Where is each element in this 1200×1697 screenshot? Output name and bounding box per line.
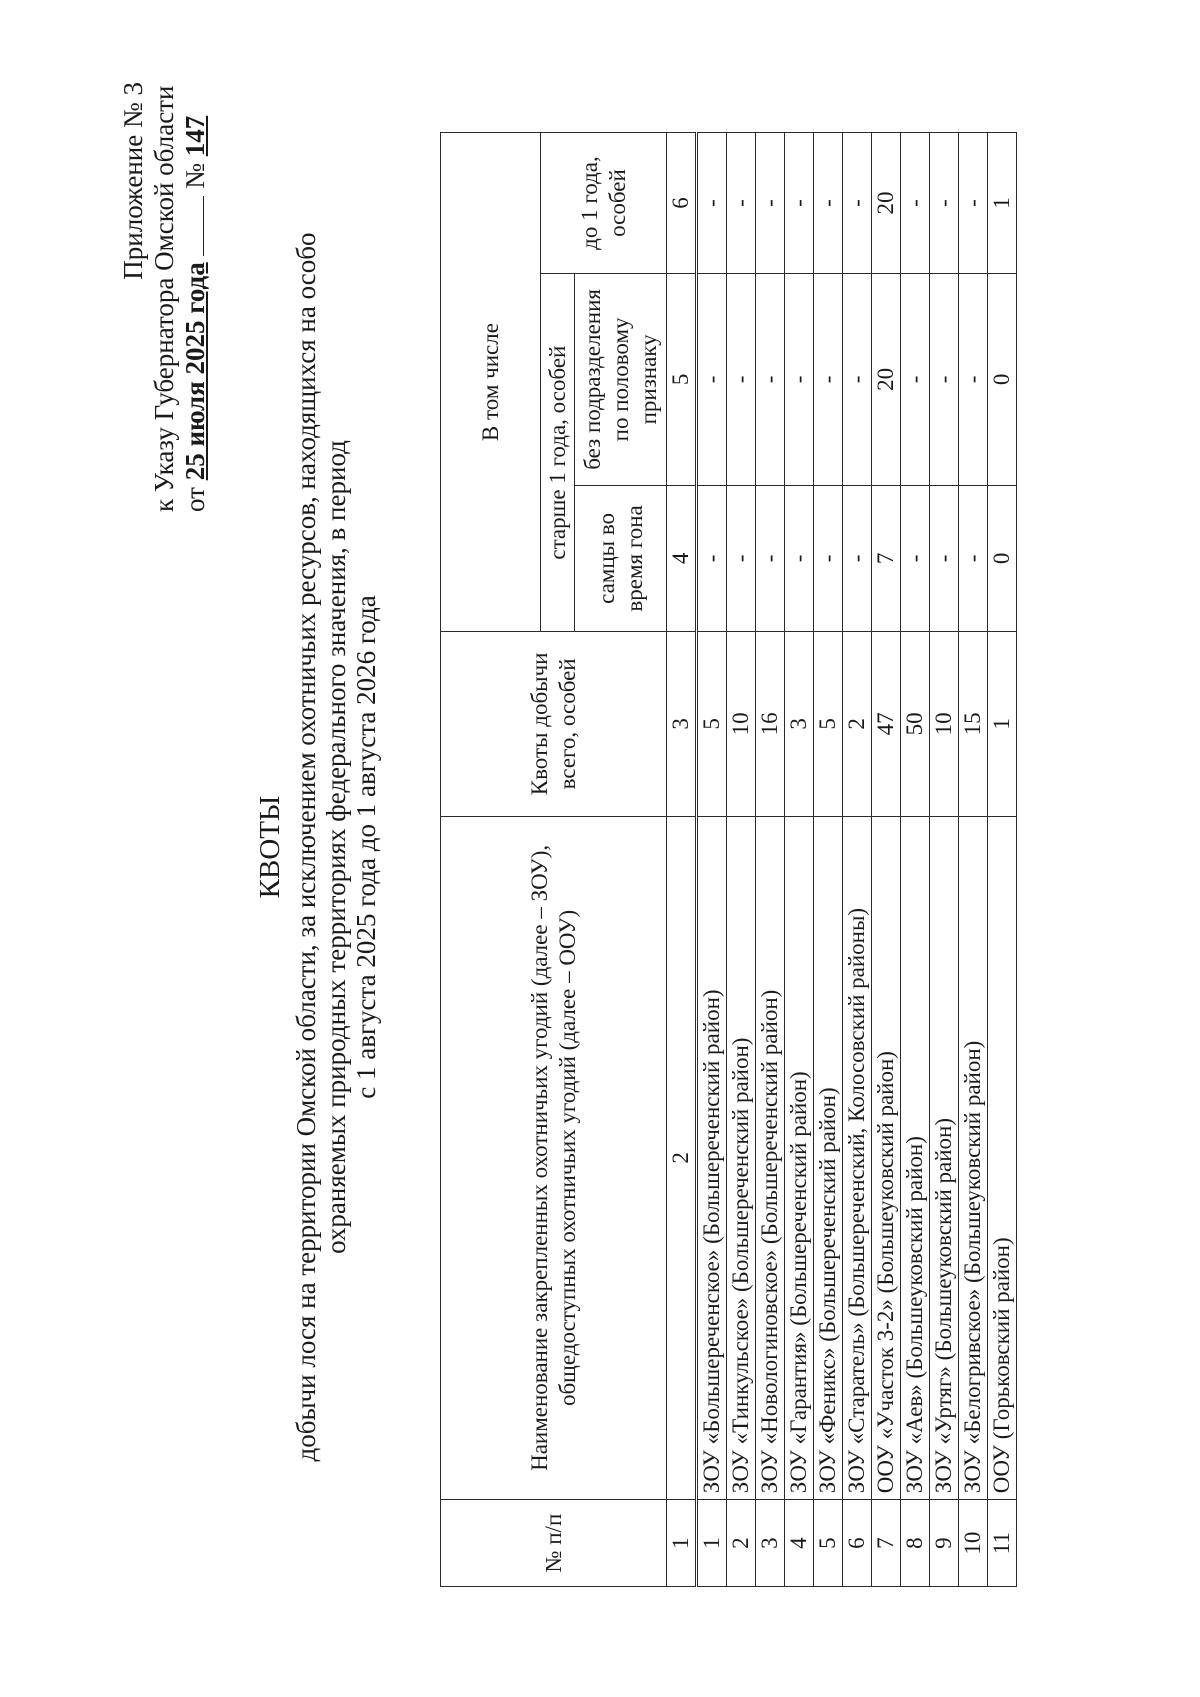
row-number: 6 [843, 1500, 872, 1587]
quota-total: 10 [930, 632, 959, 816]
quota-males-rut: - [930, 485, 959, 631]
hunting-ground-name: ЗОУ «Белогривское» (Большеуковский район) [959, 816, 988, 1500]
quota-total: 3 [785, 632, 814, 816]
row-number: 7 [872, 1500, 901, 1587]
quota-no-gender: - [959, 274, 988, 486]
table-row [756, 133, 785, 1587]
quota-total: 47 [872, 632, 901, 816]
table-row [901, 133, 930, 1587]
hunting-ground-name: ЗОУ «Гарантия» (Большереченский район) [785, 816, 814, 1500]
quota-no-gender: 0 [988, 274, 1017, 486]
quota-under1: 1 [988, 133, 1017, 274]
quota-no-gender: - [930, 274, 959, 486]
row-number: 1 [697, 1500, 727, 1587]
hunting-ground-name: ЗОУ «Аев» (Большеуковский район) [901, 816, 930, 1500]
table-row [930, 133, 959, 1587]
quota-under1: - [756, 133, 785, 274]
colnum-1: 1 [667, 1500, 697, 1587]
header-no-gender: без подразделения по половому признаку [575, 274, 667, 486]
quota-total: 15 [959, 632, 988, 816]
row-number: 9 [930, 1500, 959, 1587]
quota-no-gender: - [756, 274, 785, 486]
quota-under1: - [901, 133, 930, 274]
quota-males-rut: 0 [988, 485, 1017, 631]
date-blank [202, 196, 204, 256]
quota-total: 1 [988, 632, 1017, 816]
row-number: 5 [814, 1500, 843, 1587]
appendix-block [118, 82, 211, 512]
quota-males-rut: - [843, 485, 872, 631]
table-row [727, 133, 756, 1587]
quota-males-rut: - [697, 485, 727, 631]
table-row [843, 133, 872, 1587]
title-line-1: добычи лося на территории Омской области, за исключением охотничьих ресурсов, находящихся на особо [291, 232, 321, 1462]
header-name: Наименование закрепленных охотничьих угодий (далее – ЗОУ), общедоступных охотничьих угодий (далее – ООУ) [441, 816, 667, 1500]
colnum-6: 6 [667, 133, 697, 274]
header-including: В том числе [441, 133, 541, 632]
header-males-rut: самцы во время гона [575, 485, 667, 631]
hunting-ground-name: ЗОУ «Новологиновское» (Большереченский район) [756, 816, 785, 1500]
quota-no-gender: - [727, 274, 756, 486]
quota-under1: - [697, 133, 727, 274]
header-total: Квоты добычи всего, особей [441, 632, 667, 816]
decree-date: 25 июля 2025 года [180, 262, 210, 481]
row-number: 2 [727, 1500, 756, 1587]
from-label: от [180, 487, 210, 512]
row-number: 3 [756, 1500, 785, 1587]
quota-males-rut: - [756, 485, 785, 631]
table-row [785, 133, 814, 1587]
hunting-ground-name: ЗОУ «Уртяг» (Большеуковский район) [930, 816, 959, 1500]
hunting-ground-name: ЗОУ «Большереченское» (Большереченский район) [697, 816, 727, 1500]
header-num: № п/п [441, 1500, 667, 1587]
quota-under1: - [959, 133, 988, 274]
decree-number: 147 [180, 115, 210, 157]
table-row [959, 133, 988, 1587]
hunting-ground-name: ЗОУ «Феникс» (Большереченский район) [814, 816, 843, 1500]
column-numbers-row [667, 133, 697, 1587]
quota-under1: - [843, 133, 872, 274]
colnum-5: 5 [667, 274, 697, 486]
row-number: 8 [901, 1500, 930, 1587]
quota-no-gender: - [697, 274, 727, 486]
quota-total: 10 [727, 632, 756, 816]
colnum-3: 3 [667, 632, 697, 816]
quota-table [440, 132, 1017, 1587]
quota-no-gender: - [843, 274, 872, 486]
quota-total: 5 [697, 632, 727, 816]
hunting-ground-name: ООУ (Горьковский район) [988, 816, 1017, 1500]
quota-no-gender: - [901, 274, 930, 486]
title-line-3: с 1 августа 2025 года до 1 августа 2026 года [351, 595, 381, 1099]
hunting-ground-name: ЗОУ «Тинкульское» (Большереченский район) [727, 816, 756, 1500]
hunting-ground-name: ЗОУ «Старатель» (Большереченский, Колосовский районы) [843, 816, 872, 1500]
quota-males-rut: 7 [872, 485, 901, 631]
quota-total: 50 [901, 632, 930, 816]
table-row [697, 133, 727, 1587]
quota-total: 2 [843, 632, 872, 816]
document-heading: КВОТЫ [254, 795, 286, 899]
quota-under1: - [930, 133, 959, 274]
number-label: № [180, 163, 210, 189]
quota-under1: - [727, 133, 756, 274]
quota-total: 16 [756, 632, 785, 816]
quota-total: 5 [814, 632, 843, 816]
quota-no-gender: 20 [872, 274, 901, 486]
quota-under1: 20 [872, 133, 901, 274]
appendix-decree: к Указу Губернатора Омской области [149, 85, 179, 512]
quota-males-rut: - [814, 485, 843, 631]
row-number: 11 [988, 1500, 1017, 1587]
quota-males-rut: - [727, 485, 756, 631]
quota-no-gender: - [814, 274, 843, 486]
header-under1: до 1 года, особей [541, 133, 667, 274]
table-row [988, 133, 1017, 1587]
row-number: 10 [959, 1500, 988, 1587]
quota-males-rut: - [785, 485, 814, 631]
table-row [814, 133, 843, 1587]
colnum-4: 4 [667, 485, 697, 631]
quota-males-rut: - [959, 485, 988, 631]
quota-under1: - [785, 133, 814, 274]
row-number: 4 [785, 1500, 814, 1587]
hunting-ground-name: ООУ «Участок 3-2» (Большеуковский район) [872, 816, 901, 1500]
quota-no-gender: - [785, 274, 814, 486]
quota-males-rut: - [901, 485, 930, 631]
appendix-title: Приложение № 3 [118, 82, 148, 280]
header-older: старше 1 года, особей [541, 274, 575, 632]
title-line-2: охраняемых природных территориях федерального значения, в период [321, 440, 351, 1254]
quota-under1: - [814, 133, 843, 274]
colnum-2: 2 [667, 816, 697, 1500]
appendix-date-line [180, 82, 211, 512]
table-row [872, 133, 901, 1587]
title-block [255, 147, 381, 1547]
